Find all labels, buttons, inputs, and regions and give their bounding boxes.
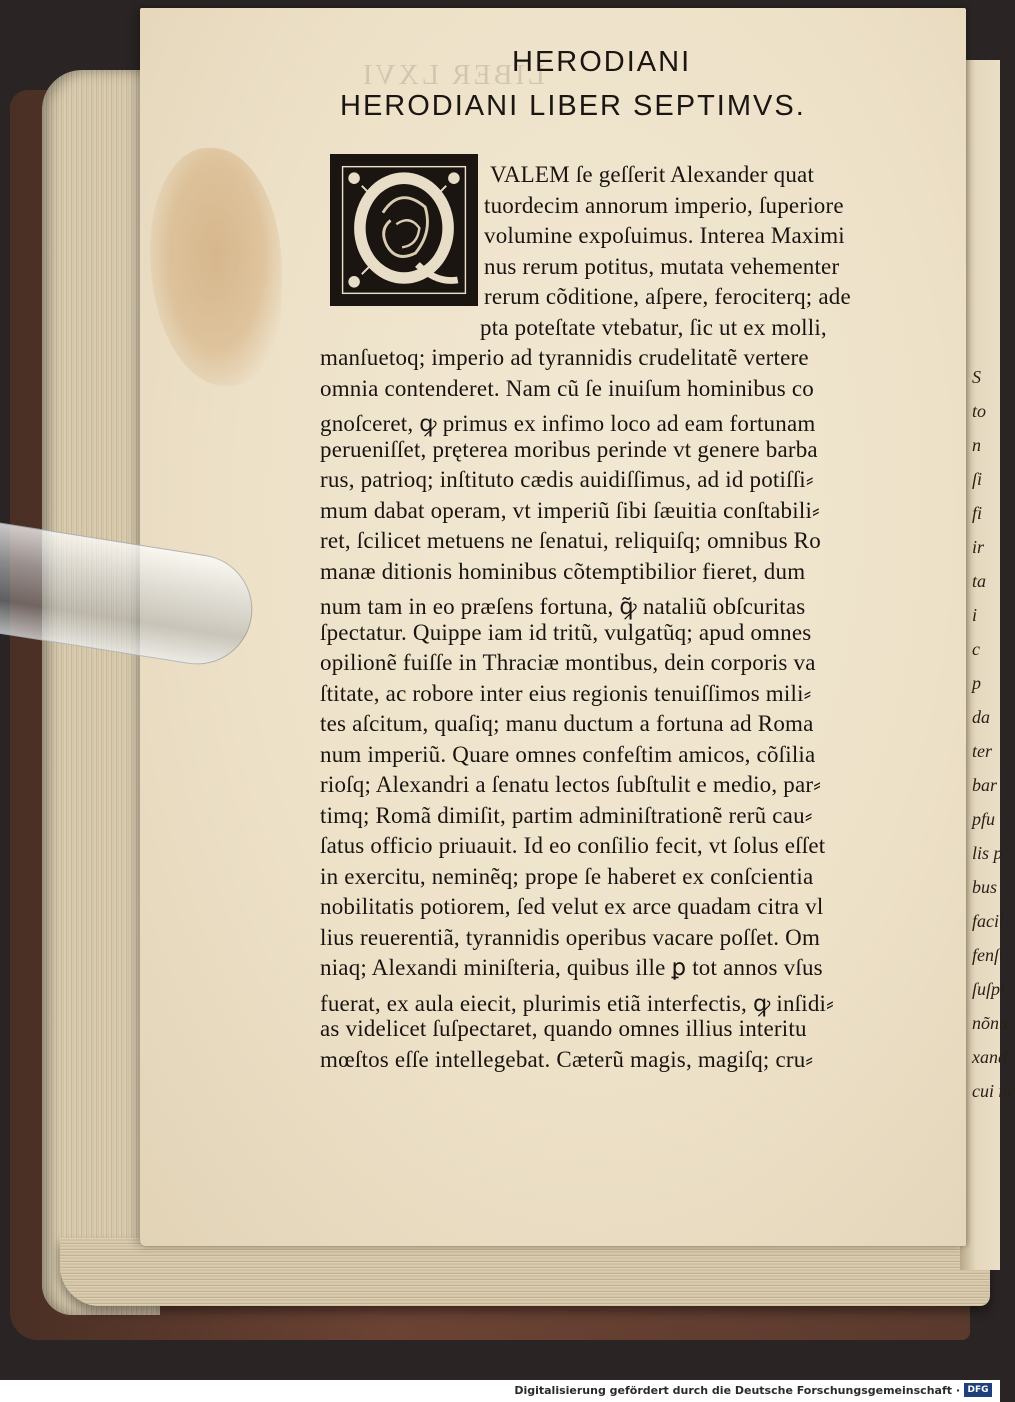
text-line: volumine expoſuimus. Interea Maximi bbox=[484, 223, 845, 248]
running-head: HERODIANI bbox=[512, 46, 692, 78]
funding-note: Digitalisierung gefördert durch die Deutsche Forschungsgemeinschaft · bbox=[514, 1384, 960, 1397]
decorated-initial-q bbox=[330, 154, 478, 306]
facing-page-fragment: fi bbox=[972, 503, 983, 523]
text-line: manſuetoq; imperio ad tyrannidis crudelitatẽ vertere bbox=[320, 345, 809, 370]
facing-page-fragment: ſuſpi bbox=[972, 979, 1006, 999]
facing-page-fragment: S bbox=[972, 367, 981, 387]
text-line: gnoſceret, ꝙ primus ex infimo loco ad eam fortunam bbox=[320, 411, 816, 436]
facing-page bbox=[960, 60, 1015, 1270]
facing-page-fragment: n bbox=[972, 435, 981, 455]
text-line: timq; Romã dimiſit, partim adminiſtrationẽ rerũ cau⸗ bbox=[320, 802, 813, 828]
text-line: niaq; Alexandi miniſteria, quibus ille ꝑ tot annos vſus bbox=[320, 955, 823, 980]
ornament-icon bbox=[333, 157, 475, 303]
book-title: HERODIANI LIBER SEPTIMVS. bbox=[340, 90, 806, 122]
facing-page-fragment: bar bbox=[972, 775, 998, 795]
text-line: num imperiũ. Quare omnes confeſtim amicos, cõſilia bbox=[320, 741, 816, 767]
facing-page-fragment: ta bbox=[972, 571, 987, 591]
text-line: manæ ditionis hominibus cõtemptibilior fieret, dum bbox=[320, 558, 806, 584]
text-line: mœſtos eſſe intellegebat. Cæterũ magis, magiſq; cru⸗ bbox=[320, 1046, 814, 1072]
facing-page-fragment: da bbox=[972, 707, 990, 727]
text-line: ret, ſcilicet metuens ne ſenatui, reliquiſq; omnibus Ro bbox=[320, 528, 821, 553]
text-line: ſtitate, ac robore inter eius regionis tenuiſſimos mili⸗ bbox=[320, 680, 812, 706]
facing-page-fragment: ſi bbox=[972, 469, 983, 489]
text-line: lius reuerentiã, tyrannidis operibus vacare poſſet. Om bbox=[320, 924, 821, 950]
facing-page-fragment: cui nc bbox=[972, 1081, 1015, 1101]
text-line: fuerat, ex aula eiecit, plurimis etiã interfectis, ꝙ inſidi⸗ bbox=[320, 990, 835, 1016]
text-line: nobilitatis potiorem, ſed velut ex arce quadam citra vl bbox=[320, 894, 824, 919]
text-line: pta poteſtate vtebatur, ſic ut ex molli, bbox=[480, 314, 827, 340]
text-line: mum dabat operam, vt imperiũ ſibi ſæuitia conſtabili⸗ bbox=[320, 497, 820, 523]
show-through-text: LIBER LXVI bbox=[360, 60, 545, 91]
facing-page-fragment: xand bbox=[972, 1047, 1007, 1067]
facing-page-fragment: p bbox=[972, 673, 981, 693]
text-line: VALEM ſe geſſerit Alexander quat bbox=[490, 162, 815, 187]
facing-page-fragment: nõnu bbox=[972, 1013, 1008, 1033]
text-line: opilionẽ fuiſſe in Thraciæ montibus, dein corporis va bbox=[320, 650, 816, 675]
text-line: in exercitu, neminẽq; prope ſe haberet ex conſcientia bbox=[320, 863, 814, 889]
facing-page-fragment: i bbox=[972, 605, 978, 625]
text-line: perueniſſet, pręterea moribus perinde vt genere barba bbox=[320, 436, 818, 462]
facing-page-fragment: bus bbox=[972, 877, 998, 897]
facing-page-fragment: c bbox=[972, 639, 980, 659]
text-line: nus rerum potitus, mutata vehementer bbox=[484, 253, 840, 279]
facing-page-fragment: facil bbox=[972, 911, 1004, 931]
dfg-logo-icon: DFG bbox=[964, 1383, 992, 1397]
text-line: as videlicet ſuſpectaret, quando omnes illius interitu bbox=[320, 1016, 807, 1041]
facing-page-fragment: lis p bbox=[972, 843, 1003, 863]
text-line: num tam in eo præſens fortuna, ꝙ̃ nataliũ obſcuritas bbox=[320, 594, 806, 619]
text-line: rioſq; Alexandri a ſenatu lectos ſubſtulit e medio, par⸗ bbox=[320, 772, 822, 797]
facing-page-fragment: ir bbox=[972, 537, 985, 557]
facing-page-fragment: pfu bbox=[972, 809, 996, 829]
text-line: rus, patrioq; inſtituto cædis auidiſſimus, ad id potiſſi⸗ bbox=[320, 467, 814, 492]
text-line: rerum cõditione, aſpere, ferociterq; ade bbox=[484, 284, 851, 309]
text-line: tuordecim annorum imperio, ſuperiore bbox=[484, 192, 844, 218]
facing-page-fragment: fenſi bbox=[972, 945, 1004, 965]
text-line: omnia contenderet. Nam cũ ſe inuiſum hominibus co bbox=[320, 375, 814, 401]
page-edges-bottom bbox=[60, 1238, 990, 1306]
text-line: ſpectatur. Quippe iam id tritũ, vulgatũq; apud omnes bbox=[320, 619, 812, 645]
facing-page-fragment: ter bbox=[972, 741, 992, 761]
text-line: ſatus officio priuauit. Id eo conſilio fecit, vt ſolus eſſet bbox=[320, 833, 826, 858]
text-line: tes aſcitum, quaſiq; manu ductum a fortuna ad Roma bbox=[320, 711, 814, 736]
facing-page-fragment: to bbox=[972, 401, 987, 421]
